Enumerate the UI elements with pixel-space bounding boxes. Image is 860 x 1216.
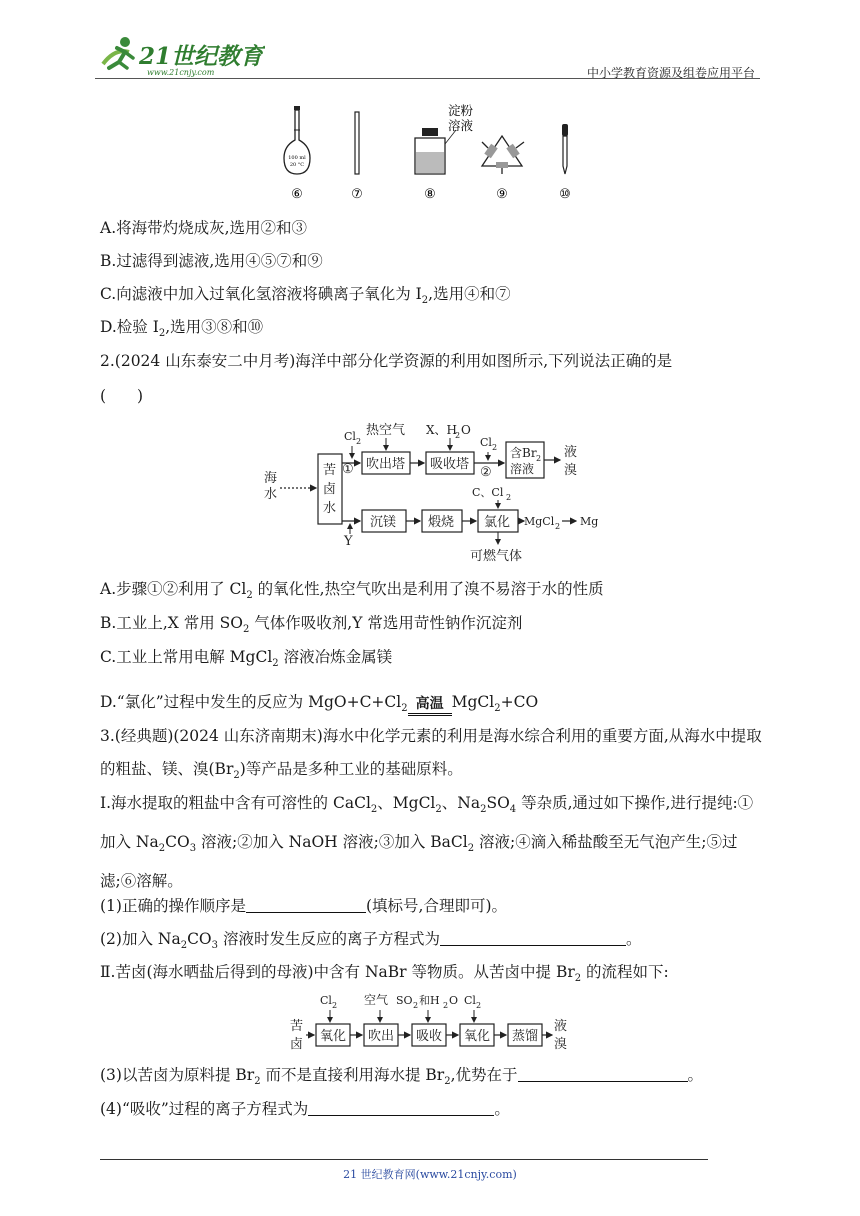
svg-text:和H: 和H xyxy=(419,994,440,1007)
q1-option-b: B.过滤得到滤液,选用④⑤⑦和⑨ xyxy=(100,252,323,270)
svg-text:SO: SO xyxy=(396,994,413,1007)
svg-text:溴: 溴 xyxy=(554,1037,568,1052)
q1-option-c: C.向滤液中加入过氧化氢溶液将碘离子氧化为 $I_2$,选用④和⑦ xyxy=(100,285,511,307)
svg-text:苦: 苦 xyxy=(290,1019,304,1034)
answer-blank-4[interactable] xyxy=(308,1100,494,1116)
header-divider xyxy=(95,78,760,79)
q1-option-a: A.将海带灼烧成灰,选用②和③ xyxy=(100,219,308,237)
svg-text:氯化: 氯化 xyxy=(484,515,511,530)
svg-text:2: 2 xyxy=(555,522,561,531)
q1-option-d: D.检验 $I_2$,选用③⑧和⑩ xyxy=(100,318,264,340)
svg-text:空气: 空气 xyxy=(364,993,389,1007)
answer-blank-3[interactable] xyxy=(518,1066,688,1082)
svg-text:2: 2 xyxy=(443,1001,449,1010)
svg-text:液: 液 xyxy=(564,445,578,460)
svg-text:2: 2 xyxy=(492,443,498,452)
svg-text:吹出塔: 吹出塔 xyxy=(366,457,406,472)
svg-text:2: 2 xyxy=(332,1001,338,1010)
answer-blank-2[interactable] xyxy=(440,930,626,946)
svg-text:氧化: 氧化 xyxy=(320,1029,347,1044)
svg-text:2: 2 xyxy=(536,454,542,463)
clay-triangle-icon xyxy=(482,136,524,174)
svg-text:苦: 苦 xyxy=(323,463,337,478)
site-logo[interactable] xyxy=(95,34,265,82)
svg-text:MgCl: MgCl xyxy=(524,515,555,528)
logo-url: www.21cnjy.com xyxy=(147,68,215,77)
svg-text:Cl: Cl xyxy=(344,430,356,443)
logo-text: 21世纪教育 xyxy=(139,43,264,70)
svg-text:2: 2 xyxy=(506,493,512,502)
q2-option-c: C.工业上常用电解 MgCl$_2$ 溶液冶炼金属镁 xyxy=(100,648,393,670)
svg-text:O: O xyxy=(449,994,459,1007)
svg-text:2: 2 xyxy=(476,1001,482,1010)
svg-text:沉镁: 沉镁 xyxy=(370,515,397,530)
q2-answer-paren: ( ) xyxy=(100,387,144,405)
svg-text:含Br: 含Br xyxy=(510,446,537,460)
apparatus-label-8: ⑧ xyxy=(424,187,436,202)
page-header xyxy=(95,30,760,80)
svg-text:吹出: 吹出 xyxy=(368,1029,395,1044)
svg-text:②: ② xyxy=(480,465,492,480)
q2-option-a: A.步骤①②利用了 $Cl_2$ 的氧化性,热空气吹出是利用了溴不易溶于水的性质 xyxy=(100,580,604,602)
svg-text:2: 2 xyxy=(356,437,362,446)
svg-text:煅烧: 煅烧 xyxy=(428,515,455,530)
apparatus-label-6: ⑥ xyxy=(291,187,303,202)
q2-stem: 2.(2024 山东泰安二中月考)海洋中部分化学资源的利用如图所示,下列说法正确的是 xyxy=(100,352,673,370)
q3-part1: Ⅰ.海水提取的粗盐中含有可溶性的 CaCl$_2$、MgCl$_2$、$Na_2SO_4$ 等杂质,通过如下操作,进行提纯:①加入 $Na_2CO_3$ 溶液;②加入 NaOH 溶液;③加入 BaCl$_2$ 溶液;④滴入稀盐酸至无气泡产生;⑤过滤;⑥溶解。 xyxy=(100,794,754,891)
svg-text:海: 海 xyxy=(264,471,278,486)
q2-option-d: D.“氯化”过程中发生的反应为 $MgO+C+Cl_2$ 高温 MgCl$_2$+CO xyxy=(100,691,538,720)
q3-sub3: (3)以苦卤为原料提 $Br_2$ 而不是直接利用海水提 $Br_2$,优势在于 。 xyxy=(100,1066,704,1088)
svg-text:溶液: 溶液 xyxy=(510,462,535,476)
svg-text:水: 水 xyxy=(323,501,337,516)
apparatus-label-7: ⑦ xyxy=(351,187,363,202)
svg-text:吸收: 吸收 xyxy=(416,1029,443,1044)
q3-sub1: (1)正确的操作顺序是 (填标号,合理即可)。 xyxy=(100,897,507,915)
svg-text:Cl: Cl xyxy=(320,994,332,1007)
footer-link[interactable]: 21 世纪教育网(www.21cnjy.com) xyxy=(343,1168,517,1181)
svg-text:Mg: Mg xyxy=(580,515,599,528)
glass-rod-icon xyxy=(355,112,359,174)
runner-logo-icon xyxy=(95,34,265,78)
reagent-bottle-icon xyxy=(415,103,474,174)
volumetric-flask-icon xyxy=(284,106,310,174)
bottle-label-2: 溶液 xyxy=(448,118,474,133)
svg-text:Cl: Cl xyxy=(480,436,492,449)
answer-blank-1[interactable] xyxy=(246,897,366,913)
q3-stem: 3.(经典题)(2024 山东济南期末)海水中化学元素的利用是海水综合利用的重要方面,从海水中提取的粗盐、镁、溴$(Br_2)$等产品是多种工业的基础原料。 xyxy=(100,727,762,782)
apparatus-figure xyxy=(270,102,590,202)
svg-text:2: 2 xyxy=(413,1001,419,1010)
svg-text:溴: 溴 xyxy=(564,463,578,478)
svg-text:2: 2 xyxy=(455,431,461,440)
footer-divider xyxy=(100,1159,708,1160)
svg-text:①: ① xyxy=(342,462,354,477)
q2-flow-diagram xyxy=(258,418,608,566)
flask-volume-text: 100 ml xyxy=(288,155,306,161)
svg-text:O: O xyxy=(461,423,471,437)
svg-text:C、Cl: C、Cl xyxy=(472,486,504,499)
svg-text:热空气: 热空气 xyxy=(366,423,406,438)
dropper-icon xyxy=(562,124,568,174)
reaction-condition: 高温 xyxy=(408,713,452,720)
svg-text:Y: Y xyxy=(344,534,353,549)
svg-text:水: 水 xyxy=(264,487,278,502)
svg-text:X、H: X、H xyxy=(426,423,458,437)
svg-text:吸收塔: 吸收塔 xyxy=(430,457,470,472)
platform-name: 中小学教育资源及组卷应用平台 xyxy=(586,66,755,80)
q3-part2: Ⅱ.苦卤(海水晒盐后得到的母液)中含有 NaBr 等物质。从苦卤中提 $Br_2$ 的流程如下: xyxy=(100,963,669,985)
q3-sub2: (2)加入 $Na_2CO_3$ 溶液时发生反应的离子方程式为 。 xyxy=(100,930,642,952)
bottle-label-1: 淀粉 xyxy=(448,103,474,118)
svg-text:液: 液 xyxy=(554,1019,568,1034)
svg-text:卤: 卤 xyxy=(323,482,337,497)
svg-text:氧化: 氧化 xyxy=(464,1029,491,1044)
q2-option-b: B.工业上,X 常用 $SO_2$ 气体作吸收剂,Y 常选用苛性钠作沉淀剂 xyxy=(100,614,523,636)
svg-text:卤: 卤 xyxy=(290,1037,304,1052)
q3-sub4: (4)“吸收”过程的离子方程式为 。 xyxy=(100,1100,510,1118)
svg-text:蒸馏: 蒸馏 xyxy=(512,1029,539,1044)
flask-temp-text: 20 °C xyxy=(289,162,305,168)
apparatus-label-10: ⑩ xyxy=(559,187,571,202)
svg-text:Cl: Cl xyxy=(464,994,476,1007)
q3-flow-diagram xyxy=(288,990,578,1056)
svg-text:可燃气体: 可燃气体 xyxy=(470,549,523,564)
apparatus-label-9: ⑨ xyxy=(496,187,508,202)
